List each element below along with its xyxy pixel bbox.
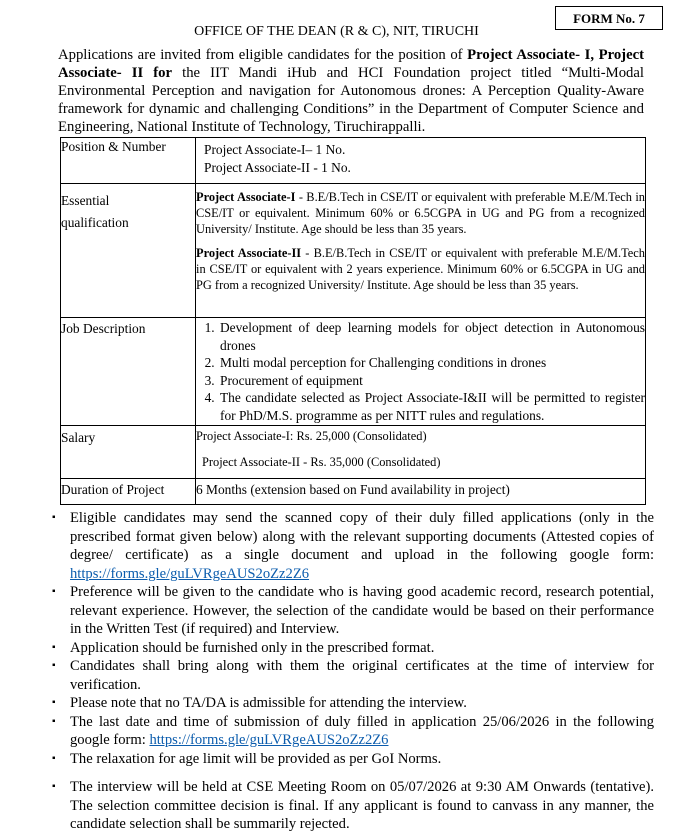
office-title: OFFICE OF THE DEAN (R & C), NIT, TIRUCHI [194,24,479,39]
intro-paragraph [58,46,644,136]
intro-lead: Applications are invited from eligible candidates for the position of [58,47,468,63]
job-item-1: 1. Development of deep learning models for object detection in Autonomous drones [218,319,645,354]
position-line-1: Project Associate-I– 1 No. [204,142,346,157]
bullet-item-8: ▪ The interview will be held at CSE Meeting Room on 05/07/2026 at 9:30 AM Onwards (tentative). The selection committee decision is final. If any applicant is found to canvass in any manner, the candidate selection shall be summarily rejected. [52,779,654,832]
form-number-box: FORM No. 7 [555,6,663,30]
bullet-item-6: ▪ The last date and time of submission of duly filled in application 25/06/2026 in the following google form: https://forms.gle/guLVRgeAUS2oZz2Z6 [52,713,654,748]
bullet-marker: ▪ [52,752,56,764]
job-item-2: 2. Multi modal perception for Challenging conditions in drones [218,354,645,372]
position-row [61,138,646,184]
job-label: Job Description [61,318,196,426]
salary-value [196,426,646,479]
bullet-marker: ▪ [52,781,56,792]
job-value [196,318,646,426]
salary-label: Salary [61,426,196,479]
bullet-marker: ▪ [52,641,56,653]
qualification-label: Essential qualification [61,184,196,318]
qualification-value [196,184,646,318]
position-line-2: Project Associate-II - 1 No. [204,160,351,175]
intro-positions: Project Associate- I, Project Associate- II for [58,47,645,81]
intro-rest: the IIT Mandi iHub and HCI Foundation project titled “Multi-Modal Environmental Perception and navigation for Autonomous drones: A Perception Quality-Aware framework for dynamic and challenging Conditions” in the Department of Computer Science and Engineering, National Institute of Technology, Tiruchirappalli. [58,65,645,135]
bullet-item-5: ▪ Please note that no TA/DA is admissible for attending the interview. [52,695,467,711]
job-list [196,319,645,424]
qualification-pa1: Project Associate-I - B.E/B.Tech in CSE/IT or equivalent with preferable M.E/M.Tech in CSE/IT or equivalent. Minimum 60% or 6.5CGPA in UG and PG from a recognized University/ Institute. Age should be less than 35 years. [196,190,645,236]
job-row [61,318,646,426]
qualification-row [61,184,646,318]
job-item-3: 3. Procurement of equipment [218,372,645,390]
duration-value: 6 Months (extension based on Fund availability in project) [196,479,646,505]
salary-line-2: Project Associate-II - Rs. 35,000 (Consolidated) [202,455,441,469]
bullet-marker: ▪ [52,660,56,671]
bullet-item-2: ▪ Preference will be given to the candidate who is having good academic record, research potential, relevant experience. However, the selection of the candidate would be based on their performance in the Written Test (if required) and Interview. [52,584,654,637]
bullet-item-7: ▪ The relaxation for age limit will be provided as per GoI Norms. [52,750,442,767]
bullet-item-4: ▪ Candidates shall bring along with them the original certificates at the time of interview for verification. [52,658,654,693]
bullet-marker: ▪ [52,586,56,597]
google-form-link-1[interactable]: https://forms.gle/guLVRgeAUS2oZz2Z6 [70,565,310,582]
instructions-list [50,509,654,834]
position-label: Position & Number [61,138,196,184]
salary-line-1: Project Associate-I: Rs. 25,000 (Consolidated) [196,429,427,443]
qualification-pa2: Project Associate-II - B.E/B.Tech in CSE/IT or equivalent with preferable M.E/M.Tech in CSE/IT or equivalent with 2 years experience. Minimum 60% or 6.5CGPA in UG and PG from a recognized University/ Institute. Age should be less than 35 years. [196,246,645,292]
bullet-marker: ▪ [52,697,56,708]
job-item-4: 4. The candidate selected as Project Associate-I&II will be permitted to register for PhD/M.S. programme as per NITT rules and regulations. [218,389,645,424]
bullet-marker: ▪ [52,715,56,727]
google-form-link-2[interactable]: https://forms.gle/guLVRgeAUS2oZz2Z6 [149,732,389,748]
bullet-item-3: ▪ Application should be furnished only in the prescribed format. [52,639,435,656]
salary-row [61,426,646,479]
position-value [196,138,646,184]
duration-label: Duration of Project [61,479,196,505]
bullet-item-1: ▪ Eligible candidates may send the scanned copy of their duly filled applications (only in the prescribed format given below) along with the relevant supporting documents (Attested copies of degree/ certificate) as a single document and upload in the following google form: https://forms.gle/guLVRgeAUS2oZz2Z6 [52,510,654,582]
bullet-marker: ▪ [52,512,56,523]
duration-row [61,479,646,505]
details-table [60,137,646,505]
